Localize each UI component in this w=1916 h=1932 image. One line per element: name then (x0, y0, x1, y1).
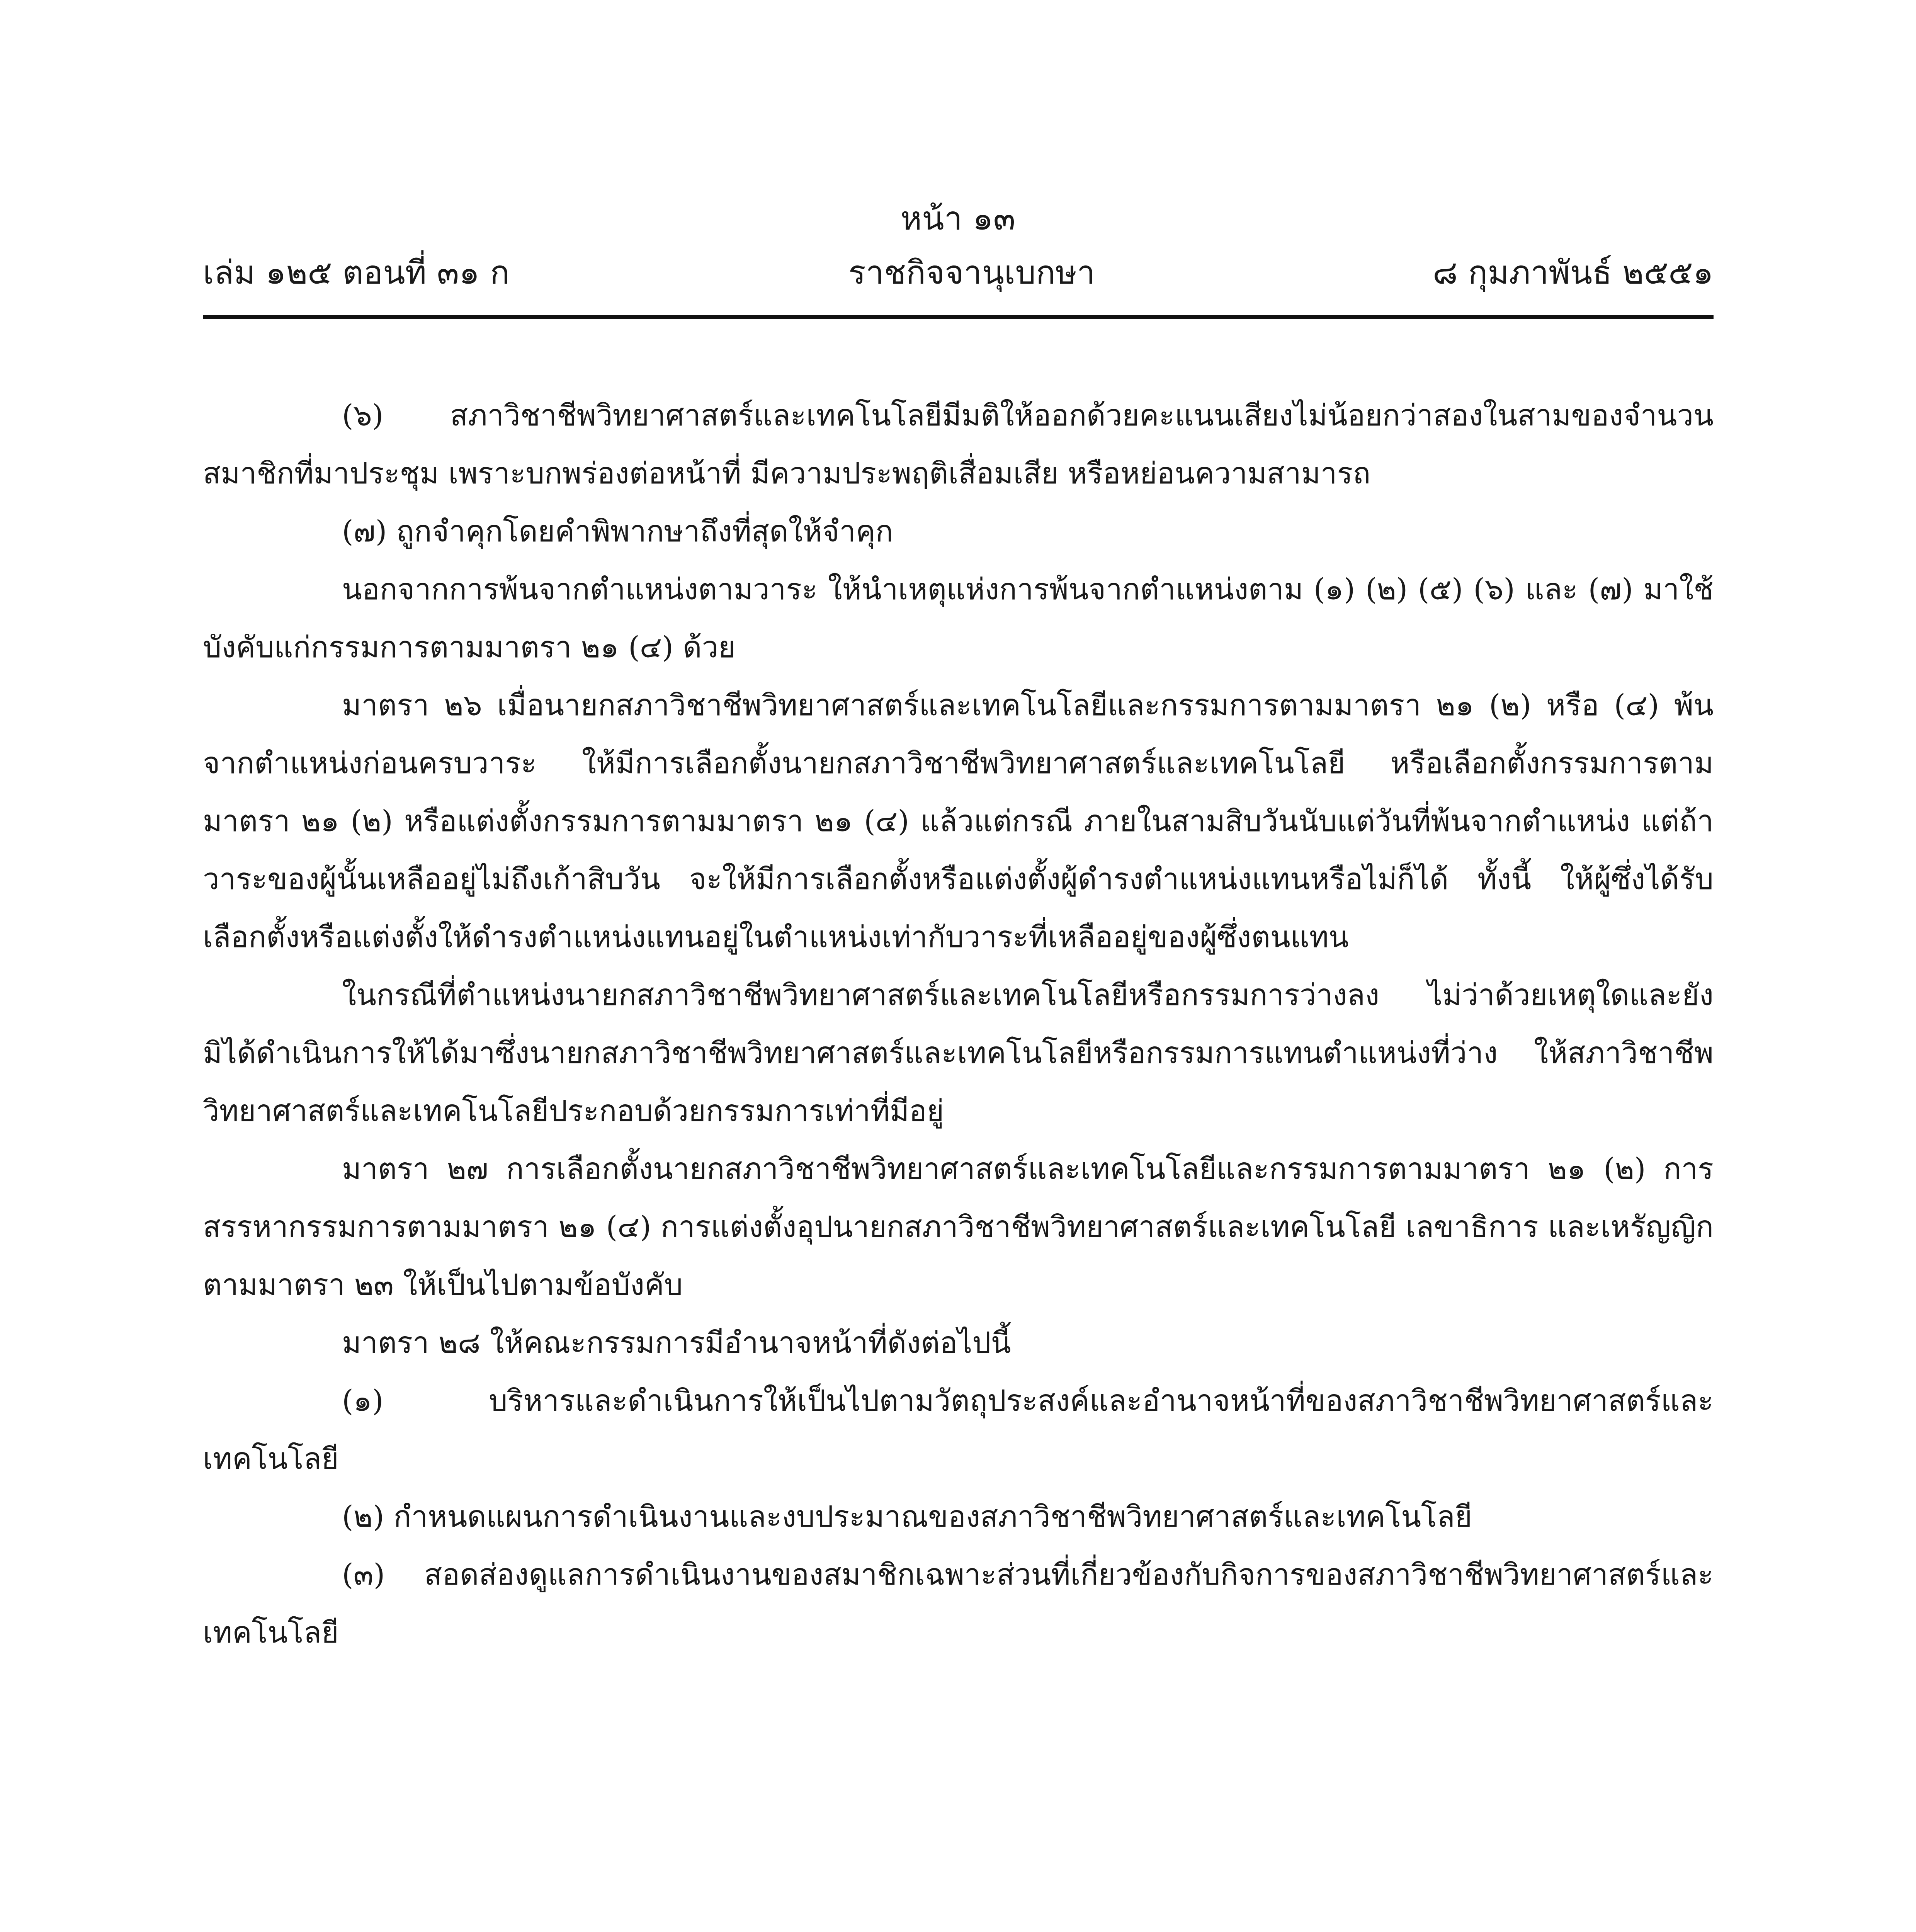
page-number: หน้า ๑๓ (900, 199, 1016, 237)
section-28: มาตรา ๒๘ ให้คณะกรรมการมีอำนาจหน้าที่ดังต่อไปนี้ (342, 1325, 1011, 1360)
clause-7: (๗) ถูกจำคุกโดยคำพิพากษาถึงที่สุดให้จำคุก (342, 514, 893, 548)
section-27: มาตรา ๒๗ การเลือกตั้งนายกสภาวิชาชีพวิทยาศาสตร์และเทคโนโลยีและกรรมการตามมาตรา ๒๑ (๒) การสรรหากรรมการตามมาตรา ๒๑ (๔) การแต่งตั้งอุปนายกสภาวิชาชีพวิทยาศาสตร์และเทคโนโลยี เลขาธิการ และเหรัญญิกตามมาตรา ๒๓ ให้เป็นไปตามข้อบังคับ (203, 1151, 1714, 1302)
section-26: มาตรา ๒๖ เมื่อนายกสภาวิชาชีพวิทยาศาสตร์และเทคโนโลยีและกรรมการตามมาตรา ๒๑ (๒) หรือ (๔) พ้นจากตำแหน่งก่อนครบวาระ ให้มีการเลือกตั้งนายกสภาวิชาชีพวิทยาศาสตร์และเทคโนโลยี หรือเลือกตั้งกรรมการตามมาตรา ๒๑ (๒) หรือแต่งตั้งกรรมการตามมาตรา ๒๑ (๔) แล้วแต่กรณี ภายในสามสิบวันนับแต่วันที่พ้นจากตำแหน่ง แต่ถ้าวาระของผู้นั้นเหลืออยู่ไม่ถึงเก้าสิบวัน จะให้มีการเลือกตั้งหรือแต่งตั้งผู้ดำรงตำแหน่งแทนหรือไม่ก็ได้ ทั้งนี้ ให้ผู้ซึ่งได้รับเลือกตั้งหรือแต่งตั้งให้ดำรงตำแหน่งแทนอยู่ในตำแหน่งเท่ากับวาระที่เหลืออยู่ของผู้ซึ่งตนแทน (203, 688, 1714, 954)
clause-6: (๖) สภาวิชาชีพวิทยาศาสตร์และเทคโนโลยีมีมติให้ออกด้วยคะแนนเสียงไม่น้อยกว่าสองในสามของจำนวนสมาชิกที่มาประชุม เพราะบกพร่องต่อหน้าที่ มีความประพฤติเสื่อมเสีย หรือหย่อนความสามารถ (203, 398, 1714, 490)
header-divider (203, 315, 1714, 319)
section-28-clause-2: (๒) กำหนดแผนการดำเนินงานและงบประมาณของสภาวิชาชีพวิทยาศาสตร์และเทคโนโลยี (342, 1499, 1472, 1534)
section-28-clause-1: (๑) บริหารและดำเนินการให้เป็นไปตามวัตถุประสงค์และอำนาจหน้าที่ของสภาวิชาชีพวิทยาศาสตร์และเทคโนโลยี (203, 1383, 1714, 1476)
paragraph-term-removal: นอกจากการพ้นจากตำแหน่งตามวาระ ให้นำเหตุแห่งการพ้นจากตำแหน่งตาม (๑) (๒) (๕) (๖) และ (๗) มาใช้บังคับแก่กรรมการตามมาตรา ๒๑ (๔) ด้วย (203, 572, 1714, 664)
gazette-name: ราชกิจจานุเบกษา (848, 253, 1095, 291)
paragraph-vacancy: ในกรณีที่ตำแหน่งนายกสภาวิชาชีพวิทยาศาสตร์และเทคโนโลยีหรือกรรมการว่างลง ไม่ว่าด้วยเหตุใดและยังมิได้ดำเนินการให้ได้มาซึ่งนายกสภาวิชาชีพวิทยาศาสตร์และเทคโนโลยีหรือกรรมการแทนตำแหน่งที่ว่าง ให้สภาวิชาชีพวิทยาศาสตร์และเทคโนโลยีประกอบด้วยกรรมการเท่าที่มีอยู่ (203, 978, 1714, 1128)
volume-issue: เล่ม ๑๒๕ ตอนที่ ๓๑ ก (203, 253, 510, 291)
section-28-clause-3: (๓) สอดส่องดูแลการดำเนินงานของสมาชิกเฉพาะส่วนที่เกี่ยวข้องกับกิจการของสภาวิชาชีพวิทยาศาสตร์และเทคโนโลยี (203, 1557, 1714, 1650)
document-body (203, 386, 1714, 1662)
running-header (203, 247, 1714, 298)
publication-date: ๘ กุมภาพันธ์ ๒๕๕๑ (1433, 253, 1714, 291)
